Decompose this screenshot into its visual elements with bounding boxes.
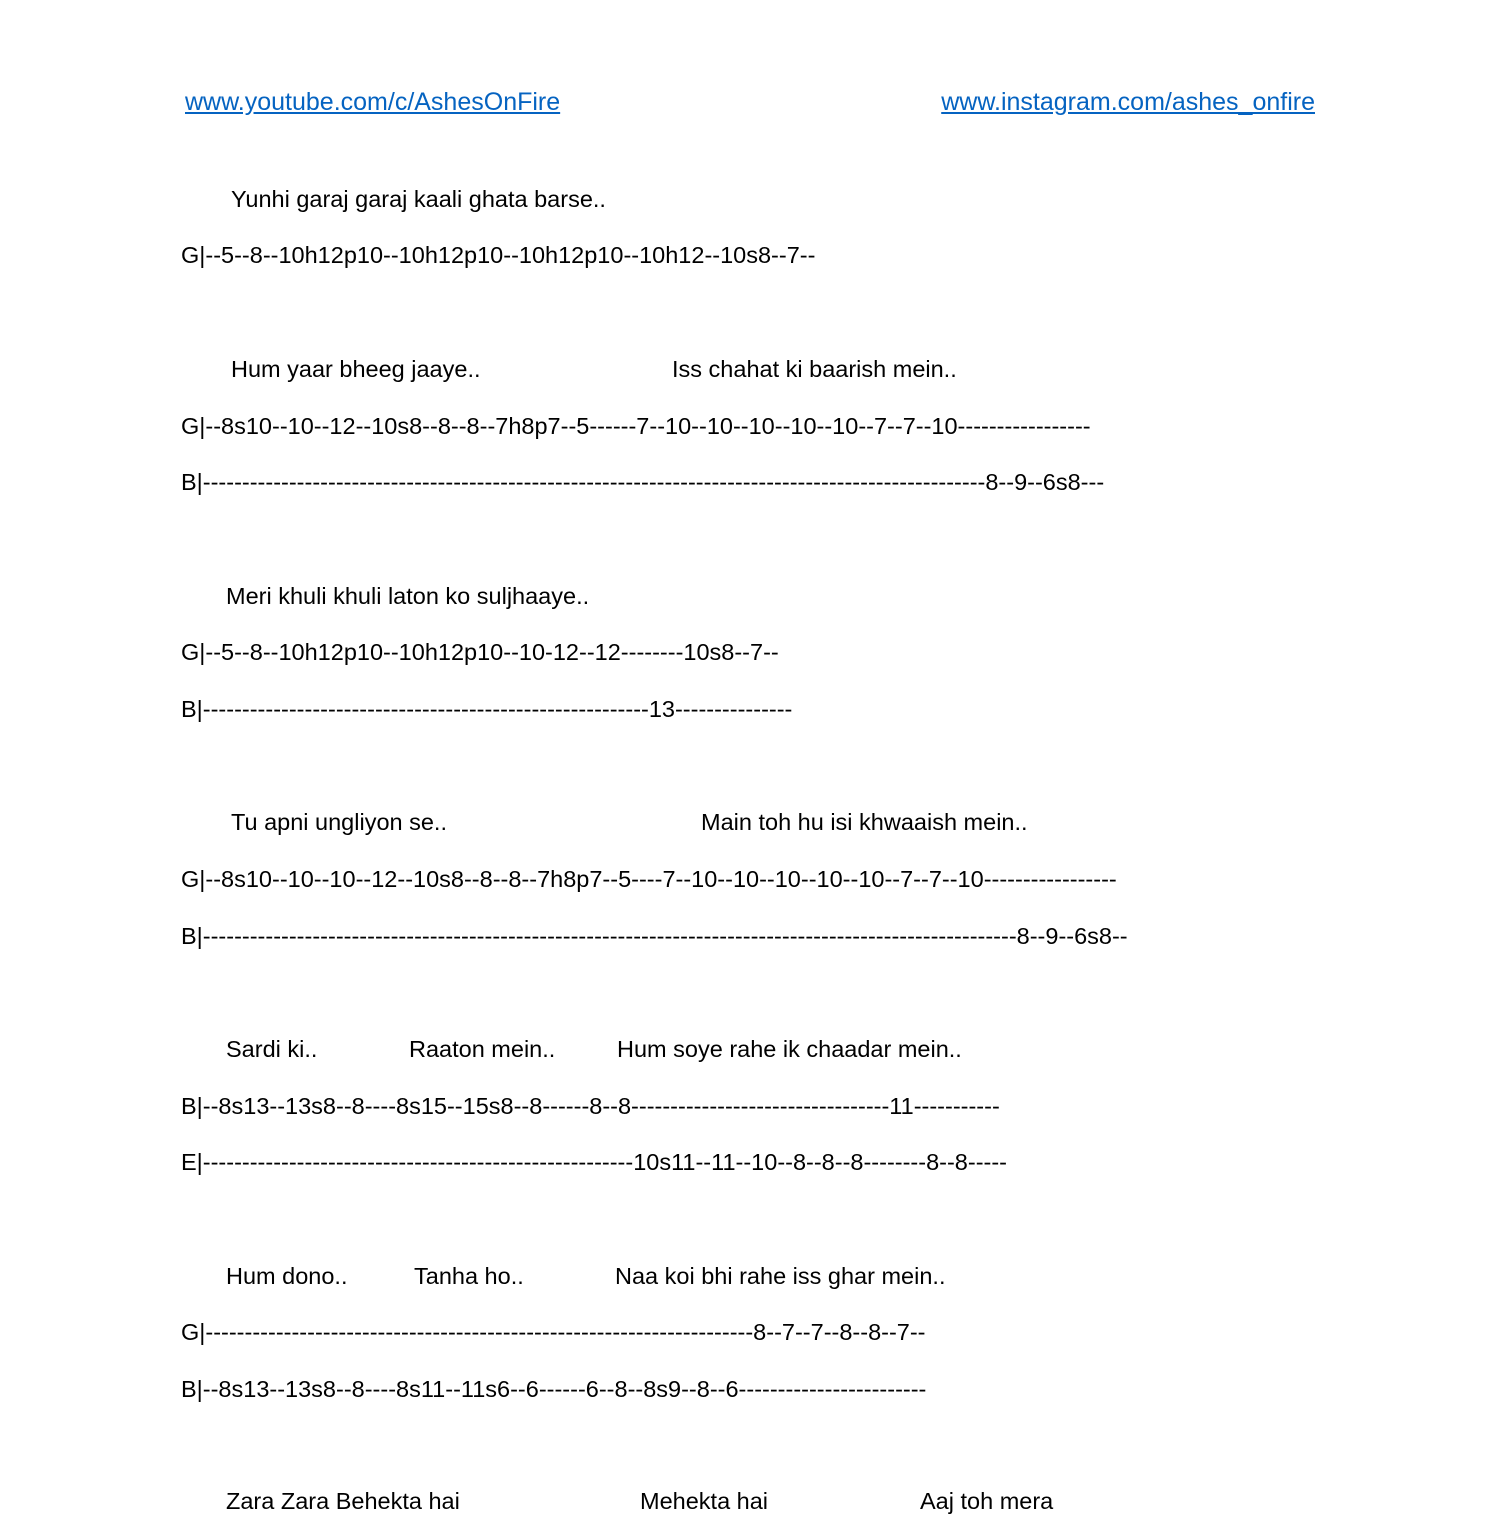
lyric-line: Hum yaar bheeg jaaye..	[231, 356, 481, 382]
lyric-line: Tanha ho..	[414, 1263, 524, 1289]
tab-line-b: B|---------------------------------------------------------13---------------	[181, 696, 793, 722]
lyric-line: Main toh hu isi khwaaish mein..	[701, 809, 1028, 835]
tab-line-g: G|----------------------------------------------------------------------8--7--7--8--8--7--	[181, 1319, 926, 1345]
lyric-line: Hum soye rahe ik chaadar mein..	[617, 1036, 962, 1062]
lyric-line: Zara Zara Behekta hai	[226, 1488, 460, 1514]
tab-line-b: B|--8s13--13s8--8----8s11--11s6--6------6--8--8s9--8--6------------------------	[181, 1376, 927, 1402]
tab-line-b: B|--8s13--13s8--8----8s15--15s8--8------8--8---------------------------------11-----------	[181, 1093, 1000, 1119]
lyric-line: Tu apni ungliyon se..	[231, 809, 447, 835]
lyric-line: Sardi ki..	[226, 1036, 318, 1062]
lyric-line: Iss chahat ki baarish mein..	[672, 356, 957, 382]
tab-line-b: B|----------------------------------------------------------------------------------------------------8--9--6s8---	[181, 469, 1105, 495]
lyric-line: Mehekta hai	[640, 1488, 769, 1514]
tab-line-g: G|--5--8--10h12p10--10h12p10--10-12--12--------10s8--7--	[181, 639, 779, 665]
tab-line-b: B|--------------------------------------------------------------------------------------------------------8--9--6s8--	[181, 923, 1128, 949]
youtube-link[interactable]: www.youtube.com/c/AshesOnFire	[185, 88, 561, 116]
lyric-line: Naa koi bhi rahe iss ghar mein..	[615, 1263, 946, 1289]
lyric-line: Hum dono..	[226, 1263, 348, 1289]
lyric-line: Yunhi garaj garaj kaali ghata barse..	[231, 186, 606, 212]
tab-line-g: G|--8s10--10--12--10s8--8--8--7h8p7--5------7--10--10--10--10--10--7--7--10-----------------	[181, 413, 1091, 439]
lyric-line: Raaton mein..	[409, 1036, 556, 1062]
lyric-line: Aaj toh mera	[920, 1488, 1054, 1514]
tab-line-g: G|--8s10--10--10--12--10s8--8--8--7h8p7--5----7--10--10--10--10--10--7--7--10-----------------	[181, 866, 1117, 892]
lyric-line: Meri khuli khuli laton ko suljhaaye..	[226, 583, 590, 609]
instagram-link[interactable]: www.instagram.com/ashes_onfire	[941, 88, 1315, 116]
tab-line-e: E|-------------------------------------------------------10s11--11--10--8--8--8--------8--8-----	[181, 1149, 1007, 1175]
tab-line-g: G|--5--8--10h12p10--10h12p10--10h12p10--10h12--10s8--7--	[181, 242, 816, 268]
